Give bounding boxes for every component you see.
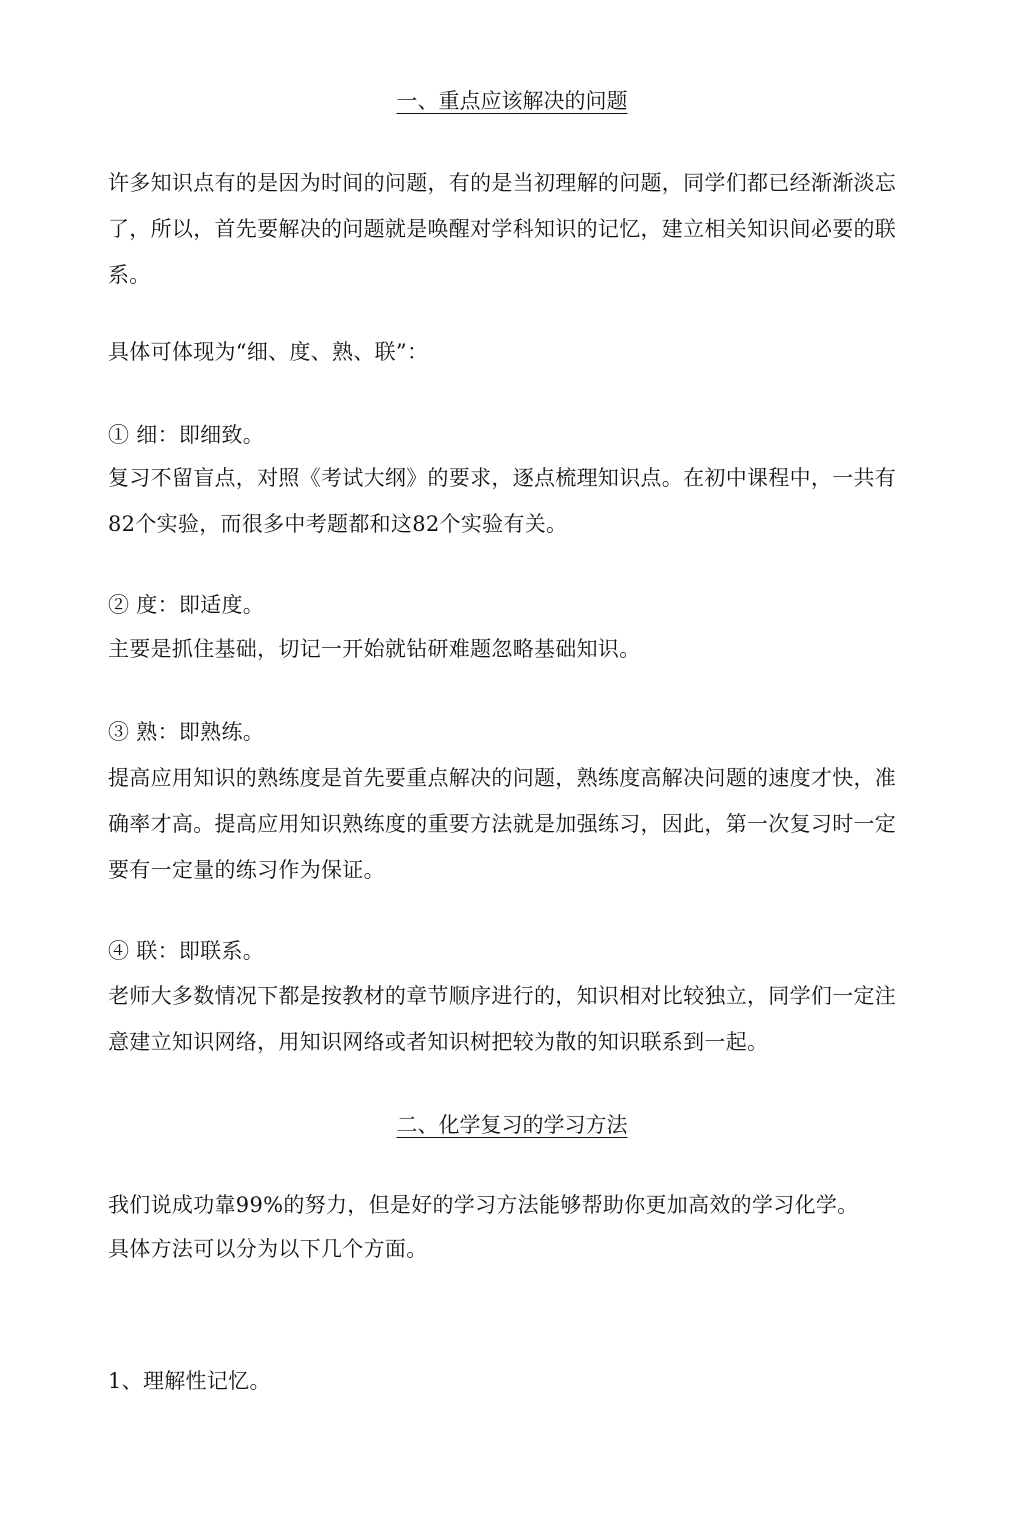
section-1-lead: 具体可体现为“细、度、熟、联”： <box>108 340 429 364</box>
section-1-intro: 许多知识点有的是因为时间的问题，有的是当初理解的问题，同学们都已经渐渐淡忘了，所以，首先要解决的问题就是唤醒对学科知识的记忆，建立相关知识间必要的联系。 <box>108 171 897 287</box>
section-2-line-1: 我们说成功靠99%的努力，但是好的学习方法能够帮助你更加高效的学习化学。 <box>108 1193 859 1217</box>
item-3-title: ③ 熟：即熟练。 <box>108 720 265 744</box>
item-1-body: 复习不留盲点，对照《考试大纲》的要求，逐点梳理知识点。在初中课程中，一共有82个实验，而很多中考题都和这82个实验有关。 <box>108 466 897 536</box>
subsection-1-title: 1、理解性记忆。 <box>108 1369 271 1393</box>
section-2-heading <box>0 1110 1024 1140</box>
item-2-body: 主要是抓住基础，切记一开始就钻研难题忽略基础知识。 <box>108 637 641 661</box>
item-3-body: 提高应用知识的熟练度是首先要重点解决的问题，熟练度高解决问题的速度才快，准确率才高。提高应用知识熟练度的重要方法就是加强练习，因此，第一次复习时一定要有一定量的练习作为保证。 <box>108 766 897 882</box>
section-2-line-2: 具体方法可以分为以下几个方面。 <box>108 1237 428 1261</box>
item-4-title: ④ 联：即联系。 <box>108 939 265 963</box>
item-4-body: 老师大多数情况下都是按教材的章节顺序进行的，知识相对比较独立，同学们一定注意建立知识网络，用知识网络或者知识树把较为散的知识联系到一起。 <box>108 984 897 1054</box>
item-2-title: ② 度：即适度。 <box>108 593 265 617</box>
section-2-heading-text: 二、化学复习的学习方法 <box>396 1113 628 1137</box>
section-1-heading <box>0 86 1024 116</box>
section-1-heading-text: 一、重点应该解决的问题 <box>396 89 628 113</box>
item-1-title: ① 细：即细致。 <box>108 423 265 447</box>
